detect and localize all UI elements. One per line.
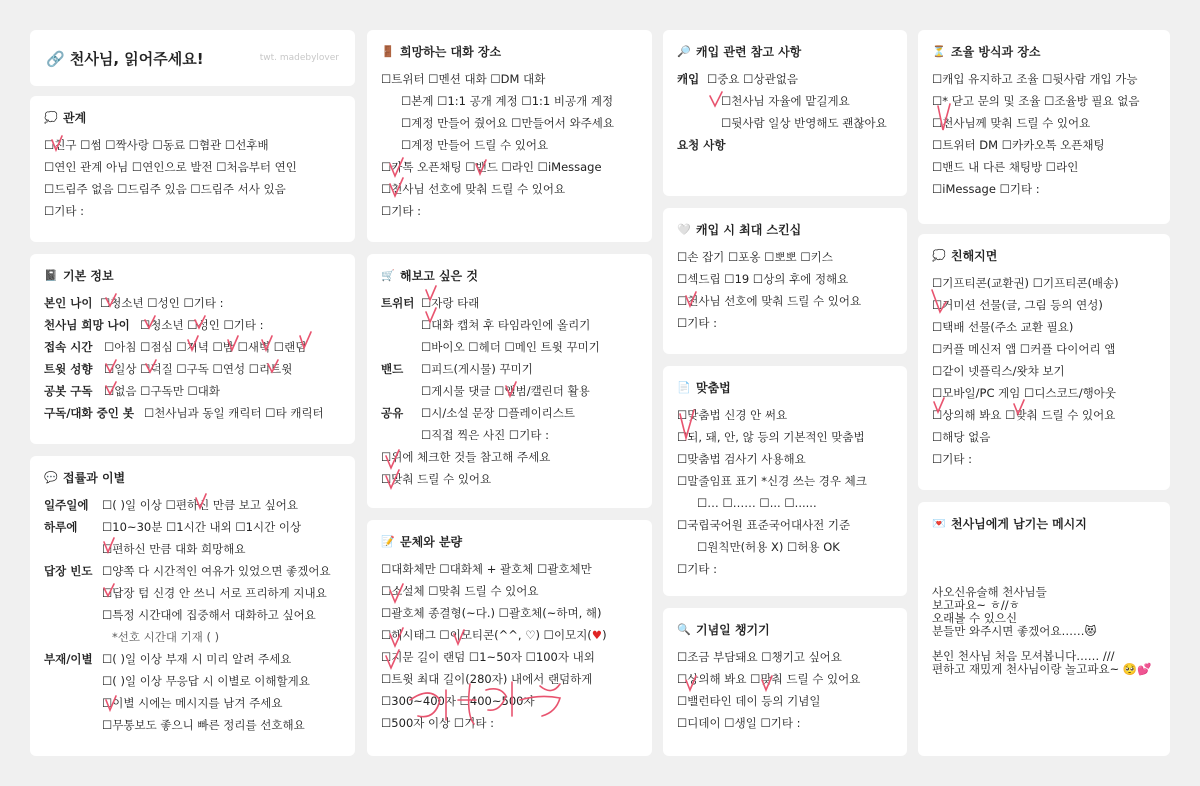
- page-title: 🔗 천사님, 읽어주세요!: [46, 49, 204, 68]
- notebook-icon: 📓: [44, 269, 58, 282]
- message-line: 편하고 재밌게 천사님이랑 놀고파요~ 🥺💕: [932, 662, 1152, 676]
- list-item: ☐무통보도 좋으니 빠른 정리를 선호해요: [102, 718, 305, 732]
- message-line: 보고파요~ ㅎ//ㅎ: [932, 598, 1020, 612]
- contact-card: [30, 456, 355, 756]
- list-item: 본인 나이 ☐청소년 ☐성인 ☐기타 :: [44, 296, 224, 310]
- list-item: ☐디데이 ☐생일 ☐기타 :: [677, 716, 801, 730]
- list-item: 접속 시간 ☐아침 ☐점심 ☐저녁 ☐밤 ☐새벽 ☐랜덤: [44, 340, 307, 354]
- basic-info-title: 📓 기본 정보: [44, 266, 341, 286]
- heart-icon: 🤍: [677, 223, 691, 236]
- list-item: ☐커플 메신저 앱 ☐커플 다이어리 앱: [932, 342, 1116, 356]
- list-item: 공유 ☐시/소설 문장 ☐플레이리스트: [381, 406, 576, 420]
- list-item: ☐직접 찍은 사진 ☐기타 :: [421, 428, 549, 442]
- list-item: ☐조금 부담돼요 ☐챙기고 싶어요: [677, 650, 842, 664]
- list-item: ☐밸런타인 데이 등의 기념일: [677, 694, 821, 708]
- place-card: [367, 30, 652, 242]
- memo-icon: 📝: [381, 535, 395, 548]
- closer-card: [918, 234, 1170, 490]
- message-line: 본인 천사님 처음 모셔봅니다…… ///: [932, 649, 1115, 663]
- list-item: ☐게시물 댓글 ☐앨범/캘린더 활용: [421, 384, 590, 398]
- list-item: 구독/대화 중인 봇 ☐천사님과 동일 캐릭터 ☐타 캐릭터: [44, 406, 324, 420]
- list-item: 하루에 ☐10~30분 ☐1시간 내외 ☐1시간 이상: [44, 520, 302, 534]
- message-line: 오래볼 수 있으신: [932, 611, 1018, 625]
- list-item: ☐천사님 자율에 맡길게요: [721, 94, 850, 108]
- relationship-title: 💭 관계: [44, 108, 341, 128]
- list-item: ☐뒷사람 일상 반영해도 괜찮아요: [721, 116, 887, 130]
- list-item: ☐계정 만들어 줬어요 ☐만들어서 와주세요: [401, 116, 614, 130]
- list-item: 캐입 ☐중요 ☐상관없음: [677, 72, 798, 86]
- list-item: ☐특정 시간대에 집중해서 대화하고 싶어요: [102, 608, 316, 622]
- list-item: ☐( )일 이상 무응답 시 이별로 이해할게요: [102, 674, 310, 688]
- method-title: ⏳ 조율 방식과 장소: [932, 42, 1156, 62]
- list-item: ☐연인 관계 아님 ☐연인으로 발전 ☐처음부터 연인: [44, 160, 297, 174]
- credit-text: twt. madebylover: [259, 53, 339, 63]
- list-item: ☐카톡 오픈채팅 ☐밴드 ☐라인 ☐iMessage: [381, 160, 602, 174]
- search-icon: 🔍: [677, 623, 691, 636]
- list-item: ☐답장 텀 신경 안 쓰니 서로 프리하게 지내요: [102, 586, 327, 600]
- closer-title: 💭 친해지면: [932, 246, 1156, 266]
- style-title: 📝 문체와 분량: [381, 532, 638, 552]
- list-item: 트위터 ☐자랑 타래: [381, 296, 480, 310]
- cart-icon: 🛒: [381, 269, 395, 282]
- list-item: ☐대화체만 ☐대화체 + 괄호체 ☐괄호체만: [381, 562, 592, 576]
- basic-info-card: [30, 254, 355, 444]
- list-item: ☐기타 :: [44, 204, 85, 218]
- skinship-card: [663, 208, 907, 354]
- message-line: 분들만 와주시면 좋겠어요……😻: [932, 624, 1097, 638]
- list-item: ☐트위터 DM ☐카카오톡 오픈채팅: [932, 138, 1105, 152]
- list-item: ☐친구 ☐썸 ☐짝사랑 ☐동료 ☐혐관 ☐선후배: [44, 138, 269, 152]
- love-letter-icon: 💌: [932, 517, 946, 530]
- list-item: ☐같이 넷플릭스/왓챠 보기: [932, 364, 1065, 378]
- list-item: ☐맞춤법 검사기 사용해요: [677, 452, 806, 466]
- header-card: [30, 30, 355, 86]
- list-item: ☐기타 :: [677, 316, 718, 330]
- list-item: 트윗 성향 ☐일상 ☐덕질 ☐구독 ☐연성 ☐리트윗: [44, 362, 293, 376]
- list-item: ☐손 잡기 ☐포옹 ☐뽀뽀 ☐키스: [677, 250, 833, 264]
- style-card: [367, 520, 652, 756]
- list-item: ☐상의해 봐요 ☐맞춰 드릴 수 있어요: [677, 672, 861, 686]
- list-item: ☐섹드립 ☐19 ☐상의 후에 정해요: [677, 272, 849, 286]
- list-item: *선호 시간대 기재 ( ): [112, 630, 220, 644]
- list-item: ☐계정 만들어 드릴 수 있어요: [401, 138, 549, 152]
- speech-icon: 💬: [44, 471, 58, 484]
- list-item: ☐원칙만(허용 X) ☐허용 OK: [697, 540, 840, 554]
- spelling-title: 📄 맞춤법: [677, 378, 893, 398]
- list-item: 천사님 희망 나이 ☐청소년 ☐성인 ☐기타 :: [44, 318, 264, 332]
- list-item: 답장 빈도 ☐양쪽 다 시간적인 여유가 있었으면 좋겠어요: [44, 564, 331, 578]
- list-item: 일주일에 ☐( )일 이상 ☐편하신 만큼 보고 싶어요: [44, 498, 298, 512]
- magnifier-icon: 🔎: [677, 45, 691, 58]
- list-item: ☐기타 :: [677, 562, 718, 576]
- list-item: ☐대화 캡쳐 후 타임라인에 올리기: [421, 318, 591, 332]
- list-item: ☐이별 시에는 메시지를 남겨 주세요: [102, 696, 283, 710]
- anniversary-card: [663, 608, 907, 756]
- place-title: 🚪 희망하는 대화 장소: [381, 42, 638, 62]
- list-item: ☐천사님께 맞춰 드릴 수 있어요: [932, 116, 1091, 130]
- speech-bubble-icon: 💭: [44, 111, 58, 124]
- list-item: ☐모바일/PC 게임 ☐디스코드/행아웃: [932, 386, 1116, 400]
- list-item: ☐트위터 ☐멘션 대화 ☐DM 대화: [381, 72, 546, 86]
- list-item: ☐괄호체 종결형(~다.) ☐괄호체(~하며, 해): [381, 606, 602, 620]
- heart-icon: ♥: [591, 628, 603, 642]
- list-item: ☐기타 :: [932, 452, 973, 466]
- hourglass-icon: ⏳: [932, 45, 946, 58]
- wish-title: 🛒 해보고 싶은 것: [381, 266, 638, 286]
- list-item: ☐천사님 선호에 맞춰 드릴 수 있어요: [677, 294, 862, 308]
- list-item: ☐밴드 내 다른 채팅방 ☐라인: [932, 160, 1079, 174]
- list-item: ☐맞춰 드릴 수 있어요: [381, 472, 492, 486]
- list-item: ☐* 닫고 문의 및 조율 ☐조율방 필요 없음: [932, 94, 1140, 108]
- list-item: ☐지문 길이 랜덤 ☐1~50자 ☐100자 내외: [381, 650, 595, 664]
- list-item: ☐상의해 봐요 ☐맞춰 드릴 수 있어요: [932, 408, 1116, 422]
- cameo-card: [663, 30, 907, 196]
- list-item: ☐위에 체크한 것들 참고해 주세요: [381, 450, 551, 464]
- list-item: ☐바이오 ☐헤더 ☐메인 트윗 꾸미기: [421, 340, 600, 354]
- list-item: ☐소설체 ☐맞춰 드릴 수 있어요: [381, 584, 539, 598]
- list-item: ☐맞춤법 신경 안 써요: [677, 408, 788, 422]
- thought-bubble-icon: 💭: [932, 249, 946, 262]
- list-item: ☐캐입 유지하고 조율 ☐뒷사람 개입 가능: [932, 72, 1138, 86]
- list-item: ☐iMessage ☐기타 :: [932, 182, 1040, 196]
- list-item: 공봇 구독 ☐없음 ☐구독만 ☐대화: [44, 384, 221, 398]
- list-item: ☐편하신 만큼 대화 희망해요: [102, 542, 246, 556]
- spelling-card: [663, 366, 907, 596]
- method-card: [918, 30, 1170, 224]
- list-item: ☐본계 ☐1:1 공개 계정 ☐1:1 비공개 계정: [401, 94, 614, 108]
- list-item: 밴드 ☐피드(게시물) 꾸미기: [381, 362, 533, 376]
- relationship-card: [30, 96, 355, 242]
- skinship-title: 🤍 캐입 시 최대 스킨십: [677, 220, 893, 240]
- anniversary-title: 🔍 기념일 챙기기: [677, 620, 893, 640]
- cameo-title: 🔎 캐입 관련 참고 사항: [677, 42, 893, 62]
- page-icon: 📄: [677, 381, 691, 394]
- list-item: ☐되, 돼, 안, 않 등의 기본적인 맞춤법: [677, 430, 865, 444]
- list-item: ☐말줄임표 표기 *신경 쓰는 경우 체크: [677, 474, 867, 488]
- list-item: 부재/이별 ☐( )일 이상 부재 시 미리 알려 주세요: [44, 652, 292, 666]
- list-item: ☐트윗 최대 길이(280자) 내에서 랜덤하게: [381, 672, 593, 686]
- list-item: ☐해시태그 ☐이모티콘(^^, ♡) ☐이모지(♥): [381, 628, 607, 642]
- list-item: ☐해당 없음: [932, 430, 991, 444]
- list-item: ☐기프티콘(교환권) ☐기프티콘(배송): [932, 276, 1119, 290]
- list-item: ☐300~400자 ☐400~500자: [381, 694, 535, 708]
- list-item: ☐국립국어원 표준국어대사전 기준: [677, 518, 851, 532]
- list-item: ☐드림주 없음 ☐드림주 있음 ☐드림주 서사 있음: [44, 182, 286, 196]
- door-icon: 🚪: [381, 45, 395, 58]
- message-line: 사오신유술해 천사님들: [932, 585, 1047, 599]
- list-item: ☐택배 선물(주소 교환 필요): [932, 320, 1074, 334]
- message-title: 💌 천사님에게 남기는 메시지: [932, 514, 1156, 534]
- list-item: ☐… ☐…… ☐... ☐......: [697, 496, 817, 510]
- message-card: [918, 502, 1170, 756]
- list-item: 요청 사항: [677, 138, 726, 152]
- list-item: ☐천사님 선호에 맞춰 드릴 수 있어요: [381, 182, 566, 196]
- list-item: ☐커미션 선물(글, 그림 등의 연성): [932, 298, 1103, 312]
- list-item: ☐500자 이상 ☐기타 :: [381, 716, 494, 730]
- list-item: ☐기타 :: [381, 204, 422, 218]
- wish-card: [367, 254, 652, 508]
- contact-title: 💬 접률과 이별: [44, 468, 341, 488]
